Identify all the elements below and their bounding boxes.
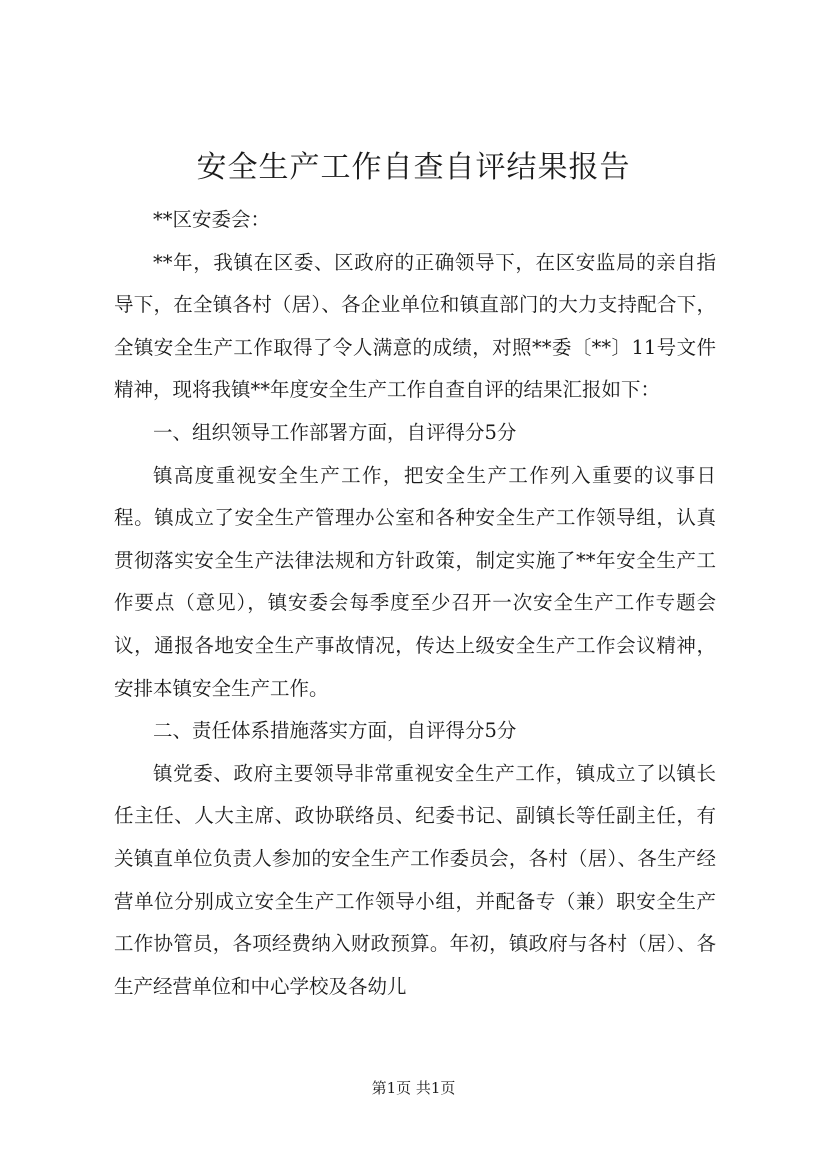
paragraph-section-1: 镇高度重视安全生产工作，把安全生产工作列入重要的议事日程。镇成立了安全生产管理办公室和各种安全生产工作领导组，认真贯彻落实安全生产法律法规和方针政策，制定实施了**年安全生产工作要点（意见），镇安委会每季度至少召开一次安全生产工作专题会议，通报各地安全生产事故情况，传达上级安全生产工作会议精神，安排本镇安全生产工作。 xyxy=(114,463,716,700)
section-heading-2: 二、责任体系措施落实方面，自评得分5分 xyxy=(153,719,517,743)
salutation: **区安委会： xyxy=(153,208,271,231)
paragraph-intro: **年，我镇在区委、区政府的正确领导下，在区安监局的亲自指导下，在全镇各村（居）、各企业单位和镇直部门的大力支持配合下，全镇安全生产工作取得了令人满意的成绩，对照**委〔**〕11号文件精神，现将我镇**年度安全生产工作自查自评的结果汇报如下： xyxy=(114,250,716,402)
document-title: 安全生产工作自查自评结果报告 xyxy=(196,150,631,185)
document-body xyxy=(114,199,716,1008)
page-footer: 第1页 共1页 xyxy=(371,1079,456,1097)
section-heading-1: 一、组织领导工作部署方面，自评得分5分 xyxy=(153,420,517,444)
paragraph-section-2: 镇党委、政府主要领导非常重视安全生产工作，镇成立了以镇长任主任、人大主席、政协联络员、纪委书记、副镇长等任副主任，有关镇直单位负责人参加的安全生产工作委员会，各村（居）、各生产经营单位分别成立安全生产工作领导小组，并配备专（兼）职安全生产工作协管员，各项经费纳入财政预算。年初，镇政府与各村（居）、各生产经营单位和中心学校及各幼儿 xyxy=(114,761,716,998)
